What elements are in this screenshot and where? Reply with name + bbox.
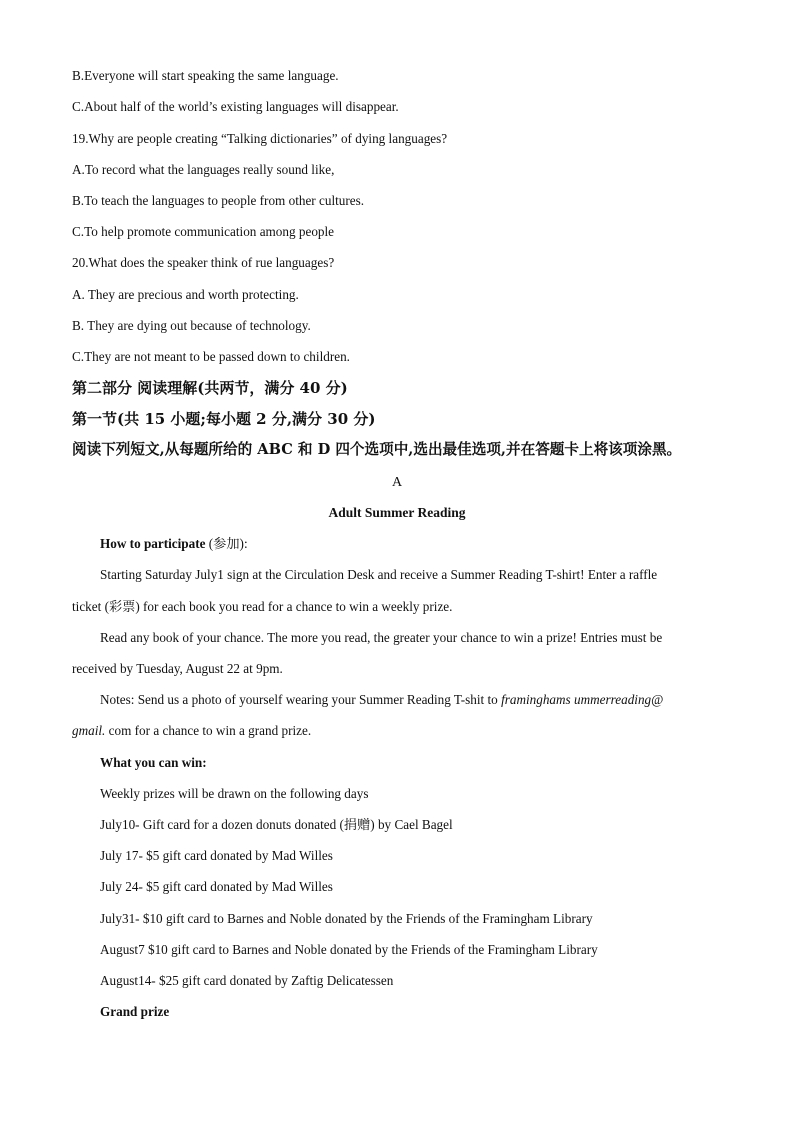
q19-option-c: C.To help promote communication among people (72, 224, 335, 239)
weekly-prizes-intro: Weekly prizes will be drawn on the following days (100, 786, 369, 801)
section-one-title: 第一节(共 15 小题;每小题 2 分,满分 30 分) (72, 410, 376, 428)
prize-item: August7 $10 gift card to Barnes and Noble donated by the Friends of the Framingham Library (100, 942, 598, 957)
prize-item: July10- Gift card for a dozen donuts donated (捐赠) by Cael Bagel (100, 817, 453, 832)
grand-prize-heading: Grand prize (100, 1004, 170, 1019)
what-you-can-win-heading: What you can win: (100, 755, 207, 770)
notes-prefix: Notes: Send us a photo of yourself wearing your Summer Reading T-shit to (100, 692, 502, 707)
paragraph-2-line-2: received by Tuesday, August 22 at 9pm. (72, 661, 283, 676)
passage-letter: A (391, 475, 403, 490)
q18-option-b: B.Everyone will start speaking the same language. (72, 68, 339, 83)
notes-email-part-1: framinghams ummerreading@ (501, 692, 664, 707)
paragraph-1-line-1: Starting Saturday July1 sign at the Circulation Desk and receive a Summer Reading T-shirt! Enter a raffle (100, 567, 658, 582)
prize-item: August14- $25 gift card donated by Zaftig Delicatessen (100, 973, 394, 988)
q20-option-c: C.They are not meant to be passed down to children. (72, 349, 350, 364)
notes-suffix: com for a chance to win a grand prize. (105, 723, 312, 738)
q19-option-b: B.To teach the languages to people from other cultures. (72, 193, 365, 208)
participate-label: How to participate (100, 536, 206, 551)
notes-line-2 (72, 723, 311, 739)
q20-option-b: B. They are dying out because of technology. (72, 318, 311, 333)
paragraph-1-line-2: ticket (彩票) for each book you read for a chance to win a weekly prize. (72, 599, 453, 614)
prize-item: July 17- $5 gift card donated by Mad Willes (100, 848, 333, 863)
q20-option-a: A. They are precious and worth protecting. (72, 287, 299, 302)
notes-email-part-2: gmail. (72, 723, 106, 738)
q18-option-c: C.About half of the world’s existing languages will disappear. (72, 99, 399, 114)
passage-title: Adult Summer Reading (328, 505, 466, 520)
prize-item: July 24- $5 gift card donated by Mad Willes (100, 879, 333, 894)
notes-line-1 (100, 692, 663, 708)
participate-heading (100, 536, 248, 552)
reading-instruction: 阅读下列短文,从每题所给的 ABC 和 D 四个选项中,选出最佳选项,并在答题卡上将该项涂黑。 (72, 441, 682, 458)
q20-stem: 20.What does the speaker think of rue languages? (72, 255, 335, 270)
paragraph-2-line-1: Read any book of your chance. The more you read, the greater your chance to win a prize! Entries must be (100, 630, 663, 645)
prize-item: July31- $10 gift card to Barnes and Noble donated by the Friends of the Framingham Library (100, 911, 593, 926)
q19-stem: 19.Why are people creating “Talking dictionaries” of dying languages? (72, 131, 448, 146)
participate-note: (参加): (205, 536, 248, 551)
part-two-title: 第二部分 阅读理解(共两节，满分 40 分) (72, 379, 348, 397)
q19-option-a: A.To record what the languages really sound like, (72, 162, 335, 177)
